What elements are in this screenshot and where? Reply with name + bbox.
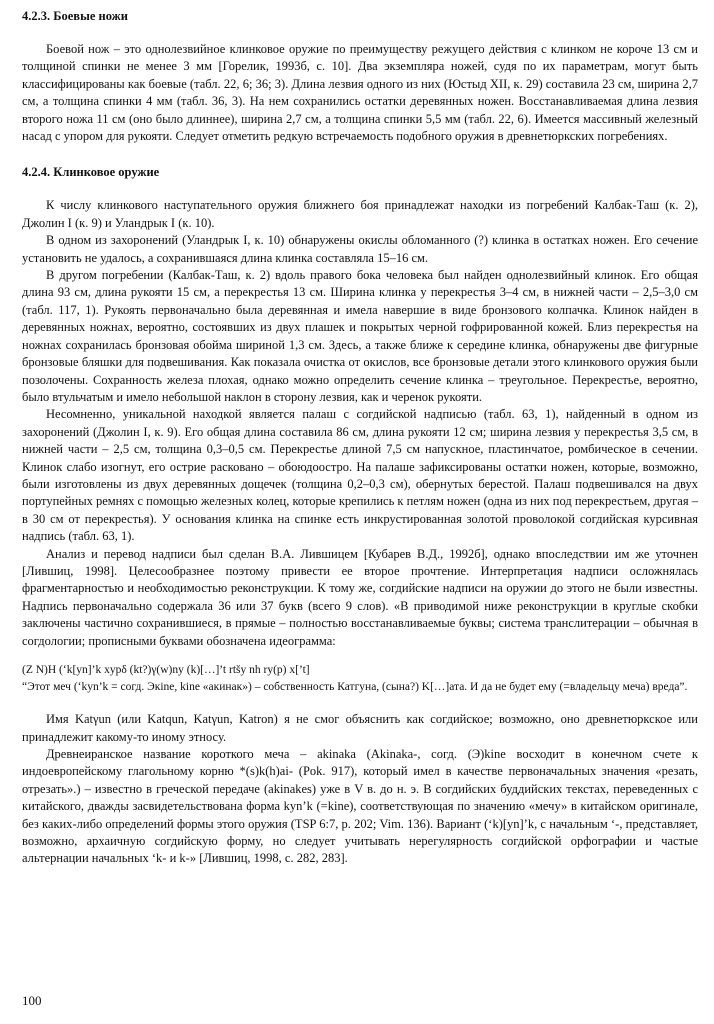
paragraph: В другом погребении (Калбак-Таш, к. 2) вдоль правого бока человека был найден однолезвийный клинок. Его общая длина 93 см, длина рукояти 15 см, а перекрестья 13 см. Ширина клинка у перекрестья 3–4 см, в нижней части – 2,5–3,0 см (табл. 117, 1). Рукоять первоначально была деревянная и имела навершие в виде бронзового колпачка. Клинок найден в деревянных ножнах, вероятно, состоявших из двух плашек и покрытых черной гофрированной кожей. Близ перекрестья на ножнах сохранилась бронзовая обойма шириной 1,3 см. Здесь, а также ближе к середине клинка, обнаружены две фигурные бронзовые бляшки для подвешивания. Как показала очистка от окислов, все бронзовые детали этого клинкового оружия были позолочены. Сохранность железа плохая, однако можно определить сечение клинка – треугольное. Перекрестье, вероятно, было втульчатым и имело небольшой наклон в сторону лезвия, как и черенок рукояти. (22, 268, 698, 404)
paragraph: Боевой нож – это однолезвийное клинковое оружие по преимуществу режущего действия с клинком не короче 13 см и толщиной спинки не менее 3 мм [Горелик, 1993б, с. 10]. Два экземпляра ножей, судя по их параметрам, могут быть классифицированы как боевые (табл. 22, 6; 36; 3). Длина лезвия одного из них (Юстыд XII, к. 29) составила 23 см, ширина 2,7 см, а толщина спинки 4 мм (табл. 36, 3). На нем сохранились остатки деревянных ножен. Восстанавливаемая длина лезвия второго ножа 11 см (оно было длиннее), ширина 2,7 см, а толщина спинки 5,5 мм (табл. 22, 6). Имеется массивный железный насад с упором для рукояти. Следует отметить редкую встречаемость подобного оружия в древнетюркских погребениях. (22, 42, 698, 144)
paragraph: Несомненно, уникальной находкой является палаш с согдийской надписью (табл. 63, 1), найденный в одном из захоронений (Джолин I, к. 9). Его общая длина составила 86 см, длина рукояти 12 см; ширина лезвия у перекрестья 3,5 см, в нижней части – 2,5 см, толщина 0,3–0,5 см. Перекрестье длиной 7,5 см напускное, пластинчатое, ромбическое в сечении. Клинок слабо изогнут, его острие расковано – обоюдоострo. На палаше зафиксированы остатки ножен, которые, возможно, были изготовлены из двух деревянных дощечек (толщина 0,2–0,3 см), обернутых берестой. Палаш подвешивался на двух портупейных ремнях с помощью железных колец, которые крепились к петлям ножен (одна из них под перекрестьем, другая – в 30 см от перекрестья). У основания клинка на спинке есть инкрустированная золотой проволокой согдийская курсивная надпись (табл. 63, 1). (22, 407, 698, 544)
paragraph: В одном из захоронений (Уландрык I, к. 10) обнаружены окислы обломанного (?) клинка в остатках ножен. Его сечение установить не удалось, а сохранившаяся длина клинка составляла 15–16 см. (22, 233, 698, 265)
document-page (22, 8, 698, 868)
page-number: 100 (22, 993, 42, 1008)
paragraph: Древнеиранское название короткого меча – akinaka (Akinaka-, согд. (Э)kine восходит в конечном счете к индоевропейскому глагольному корню *(s)k(h)ai- (Pok. 917), который имел в качестве первоначальных значения «резать, отрезать».) – известно в греческой передаче (akinakes) уже в V в. до н. э. В согдийских буддийских текстах, переведенных с китайского, дважды засвидетельствована форма kyn’k (=kine), соответствующая по значению «мечу» в китайском оригинале, без каких-либо определений формы этого оружия (TSP 6:7, p. 202; Vim. 136). Вариант (‘k)[yn]’k, с начальным ‘-, представляет, возможно, архаичную согдийскую форму, но следует учитывать нерегулярность согдийской орфографии и частые альтернации начальных ‘k- и k-» [Лившиц, 1998, с. 282, 283]. (22, 747, 698, 866)
paragraph: Анализ и перевод надписи был сделан В.А. Лившицем [Кубарев В.Д., 1992б], однако впоследствии им же уточнен [Лившиц, 1998]. Целесообразнее поэтому привести ее второе прочтение. Интерпретация надписи осложнялась фрагментарностью и необходимостью реконструкции. К тому же, согдийские надписи на оружии до этого не были известны. Надпись первоначально содержала 36 или 37 букв (всего 9 слов). «В приводимой ниже реконструкции в круглые скобки заключены частично сохранившиеся, в прямые – полностью восстанавливаемые буквы; система транслитерации – обычная в согдологии; прописными буквами обозначена идеограмма: (22, 546, 698, 648)
paragraph: Имя Katγun (или Katqun, Katγun, Katron) я не смог объяснить как согдийское; возможно, оно древнетюркское или принадлежит какому-то иному этносу. (22, 712, 698, 744)
paragraph: К числу клинкового наступательного оружия ближнего боя принадлежат находки из погребений Калбак-Таш (к. 2), Джолин I (к. 9) и Уландрык I (к. 10). (22, 198, 698, 230)
inscription-translation: “Этот меч (‘kyn’k = согд. Экine, kine «акинак») – собственность Катгуна, (сына?) K[…]ата. И да не будет ему (=владельцу меча) вреда”. (22, 680, 688, 693)
section-heading-blade-weapons: 4.2.4. Клинковое оружие (22, 165, 160, 180)
section-heading-combat-knives: 4.2.3. Боевые ножи (22, 9, 128, 23)
inscription-transliteration: (Z N)H (‘k[yn]’k xypδ (kt?)γ(w)ny (k)[…]’t rtšy nh ry(p) x[’t] (22, 664, 310, 676)
